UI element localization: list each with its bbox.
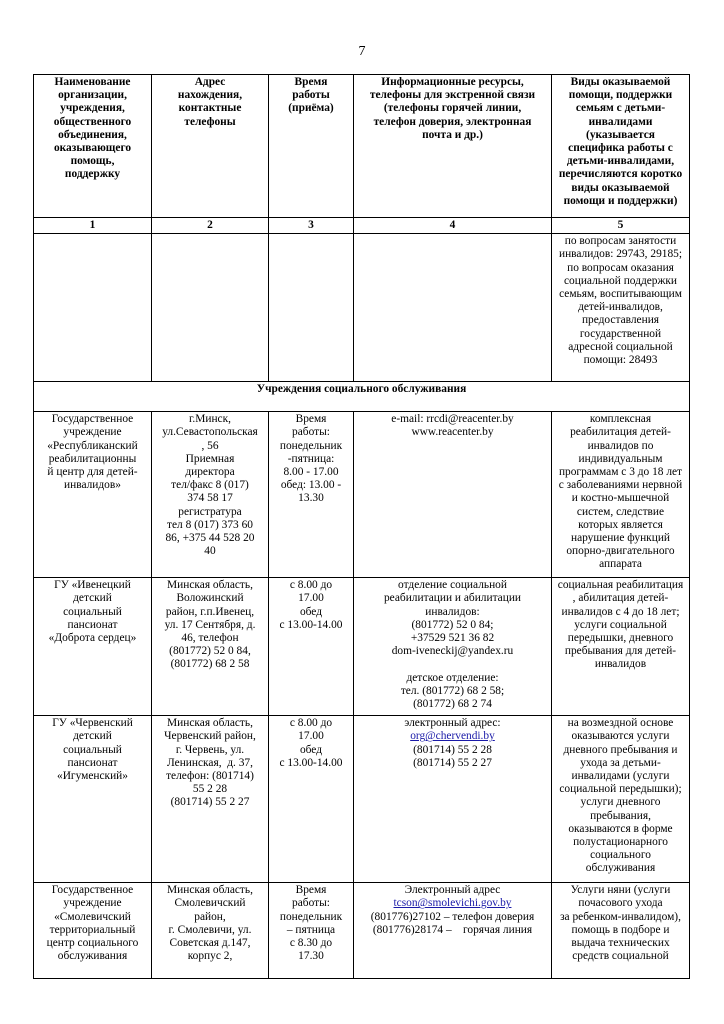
text-line: корпус 2,	[187, 950, 233, 963]
text-line: детский	[73, 592, 112, 605]
text-line: учреждение	[63, 897, 122, 910]
text-line: социальная реабилитация	[557, 579, 684, 592]
text-line: г. Смолевичи, ул.	[168, 923, 252, 936]
text-line: 13.30	[298, 492, 324, 505]
text-line: комплексная	[589, 413, 652, 426]
text-line: (801714) 55 2 27	[170, 796, 250, 809]
text-line: центр социального	[46, 937, 139, 950]
contacts-cell	[354, 883, 552, 979]
text-line: инвалидов	[594, 658, 647, 671]
text-line: выдача технических	[571, 937, 670, 950]
hours-cell	[269, 716, 354, 883]
text-line: Информационные ресурсы,	[381, 76, 524, 88]
email-link[interactable]: tcson@smolevichi.gov.by	[393, 897, 512, 910]
text-line: помощи: 28493	[583, 354, 658, 367]
text-line: социального	[590, 849, 651, 862]
text-line: помощь в подборе и	[571, 923, 670, 936]
text-line: ГУ «Ивенецкий	[54, 579, 131, 592]
org-name-cell	[34, 412, 152, 578]
services-cell	[552, 883, 690, 979]
text-line: инвалидов: 29743, 29185;	[558, 248, 683, 261]
text-line: , 56	[201, 439, 219, 452]
text-line: которых является	[578, 518, 663, 531]
header-row	[34, 75, 690, 218]
text-line: телефоны для экстренной связи	[369, 89, 536, 102]
text-line: понедельник	[279, 910, 343, 923]
header-cell	[552, 75, 690, 218]
text-line: с 8.00 до	[289, 717, 333, 730]
org-name-cell	[34, 578, 152, 716]
address-cell	[152, 578, 269, 716]
text-line: обслуживания	[57, 950, 128, 963]
text-line: Время	[295, 884, 327, 897]
text-line: e-mail: rrcdi@reacenter.by	[391, 413, 514, 426]
text-line: 17.00	[298, 592, 324, 605]
text-line: опорно-двигательного	[566, 545, 675, 558]
text-line: инвалидами (услуги	[571, 770, 670, 783]
text-line: полустационарного	[573, 836, 668, 849]
text-line: оказывающего	[53, 142, 132, 155]
text-line: (801772) 68 2 58	[170, 658, 250, 671]
text-line: предоставления	[581, 314, 660, 327]
text-line: 374 58 17	[187, 492, 233, 505]
services-cell	[552, 234, 690, 382]
header-cell	[34, 75, 152, 218]
text-line: почта и др.)	[422, 128, 483, 141]
text-line: инвалидов:	[425, 605, 480, 618]
contacts-cell	[354, 716, 552, 883]
text-line: Ленинская, д. 37,	[167, 756, 253, 769]
column-number: 4	[354, 218, 552, 234]
text-line: 40	[204, 545, 216, 558]
text-line: услуги социальной	[574, 618, 667, 631]
text-line: 55 2 28	[192, 783, 228, 796]
text-line: (801776)28174 – горячая линия	[372, 923, 533, 936]
text-line: (указывается	[586, 128, 655, 141]
empty-cell	[269, 234, 354, 382]
column-number: 3	[269, 218, 354, 234]
text-line: Государственное	[51, 884, 134, 897]
text-line: помощь,	[70, 155, 115, 168]
text-line: инвалидами	[588, 115, 653, 128]
text-line: социальный	[63, 605, 122, 618]
text-line: «Доброта сердец»	[48, 632, 137, 645]
contacts-cell	[354, 578, 552, 716]
text-line: Услуги няни (услуги	[570, 884, 671, 897]
hours-cell	[269, 412, 354, 578]
text-line: нахождения,	[177, 89, 243, 102]
text-line: по вопросам оказания	[567, 261, 674, 274]
text-line: с 13.00-14.00	[279, 618, 343, 631]
text-line: аппарата	[599, 558, 642, 571]
text-line: ГУ «Червенский	[52, 717, 133, 730]
services-cell	[552, 412, 690, 578]
text-line: нарушение функций	[570, 532, 671, 545]
text-line: и костно-мышечной	[571, 492, 670, 505]
text-line: почасового ухода	[578, 897, 663, 910]
text-line: специфика работы с	[568, 142, 673, 155]
header-cell	[152, 75, 269, 218]
text-line: детьми-инвалидами,	[566, 155, 675, 168]
org-name-cell	[34, 883, 152, 979]
text-line: г.Минск,	[189, 413, 231, 426]
text-line: семьям, воспитывающим	[559, 288, 682, 301]
text-line: Виды оказываемой	[570, 76, 671, 88]
text-line: социальной передышки);	[559, 783, 682, 796]
text-line: ул. 17 Сентября, д.	[164, 618, 256, 631]
text-line: перечисляются коротко	[558, 168, 683, 181]
text-line: инвалидов»	[64, 479, 121, 492]
page-number: 7	[358, 44, 366, 59]
text-line: пребывания,	[590, 809, 651, 822]
text-line: район, г.п.Ивенец,	[165, 605, 255, 618]
org-name-cell	[34, 716, 152, 883]
text-line: территориальный	[49, 923, 136, 936]
text-line: понедельник	[279, 439, 343, 452]
empty-cell	[34, 234, 152, 382]
text-line: передышки, дневного	[567, 632, 674, 645]
organizations-table	[33, 74, 690, 979]
email-link[interactable]: org@chervendi.by	[410, 730, 495, 743]
text-line: 17.30	[298, 950, 324, 963]
text-line: Минская область,	[167, 579, 253, 592]
text-line: государственной	[579, 327, 662, 340]
text-line: поддержку	[64, 168, 121, 181]
text-line: Время	[294, 76, 328, 88]
email-label: Электронный адрес	[404, 884, 501, 897]
phone-lines	[356, 744, 549, 770]
text-line: детей-инвалидов,	[578, 301, 663, 314]
text-line: Адрес	[194, 76, 226, 88]
column-number: 1	[34, 218, 152, 234]
text-line: -пятница:	[287, 452, 335, 465]
text-line: «Игуменский»	[57, 770, 128, 783]
text-line: тел. (801772) 68 2 58;	[400, 684, 505, 697]
text-line: Наименование	[54, 76, 131, 88]
text-line: , абилитация детей-	[572, 592, 669, 605]
text-line: по вопросам занятости	[564, 235, 677, 248]
text-line: помощи и поддержки)	[563, 194, 678, 207]
text-line: Время	[295, 413, 327, 426]
text-line: пансионат	[67, 618, 118, 631]
text-line: 86, +375 44 528 20	[165, 532, 255, 545]
text-line: систем, следствие	[576, 505, 665, 518]
email-label: электронный адрес:	[404, 717, 501, 730]
text-line	[356, 658, 549, 671]
text-line: ул.Севастопольская	[162, 426, 258, 439]
services-cell	[552, 716, 690, 883]
text-line: телефоны	[184, 115, 236, 128]
text-line: работы:	[292, 426, 330, 439]
text-line: регистратура	[178, 505, 242, 518]
text-line: объединения,	[58, 128, 127, 141]
text-line: (телефоны горячей линии,	[383, 102, 522, 115]
section-title: Учреждения социального обслуживания	[34, 382, 690, 412]
text-line: оказываются услуги	[571, 730, 670, 743]
hours-cell	[269, 578, 354, 716]
text-line: инвалидов с 4 до 18 лет;	[561, 605, 680, 618]
text-line: работы	[292, 89, 330, 102]
text-line: услуги дневного	[580, 796, 661, 809]
text-line: учреждения,	[60, 102, 125, 115]
text-line: район,	[194, 910, 226, 923]
header-cell	[269, 75, 354, 218]
text-line: Смолевичский	[174, 897, 246, 910]
text-line: (801772) 68 2 74	[413, 698, 492, 711]
column-number: 2	[152, 218, 269, 234]
text-line: работы:	[292, 897, 330, 910]
text-line: www.reacenter.by	[411, 426, 494, 439]
text-line: средств социальной	[572, 950, 669, 963]
text-line: обед: 13.00 -	[280, 479, 342, 492]
empty-cell	[152, 234, 269, 382]
section-row	[34, 382, 690, 412]
text-line: ухода за детьми-	[580, 756, 661, 769]
text-line: Минская область,	[167, 717, 253, 730]
text-line: «Республиканский	[47, 439, 138, 452]
text-line: dom-iveneckij@yandex.ru	[391, 645, 514, 658]
text-line: телефон доверия, электронная	[373, 115, 532, 128]
text-line: реабилитационны	[48, 452, 137, 465]
text-line: обслуживания	[585, 862, 656, 875]
text-line: контактные	[178, 102, 242, 115]
text-line: с 13.00-14.00	[279, 756, 343, 769]
text-line: программам с 3 до 18 лет	[558, 466, 683, 479]
text-line: телефон: (801714)	[166, 770, 254, 783]
address-cell	[152, 883, 269, 979]
text-line: социальный	[63, 743, 122, 756]
text-line: общественного	[53, 115, 132, 128]
text-line: 17.00	[298, 730, 324, 743]
text-line: пребывания для детей-	[564, 645, 677, 658]
text-line: 8.00 - 17.00	[283, 466, 339, 479]
text-line: (801714) 55 2 28	[413, 743, 492, 756]
text-line: реабилитация детей-	[570, 426, 671, 439]
text-line: учреждение	[63, 426, 122, 439]
column-number-row	[34, 218, 690, 234]
text-line: (801772) 52 0 84;	[411, 618, 494, 631]
text-line: индивидуальным	[578, 452, 663, 465]
text-line: (801776)27102 – телефон доверия	[370, 910, 535, 923]
table-row	[34, 716, 690, 883]
table-row	[34, 578, 690, 716]
text-line: директора	[185, 466, 235, 479]
text-line: тел 8 (017) 373 60	[167, 518, 253, 531]
text-line: Червенский район,	[164, 730, 256, 743]
text-line: оказываются в форме	[568, 822, 673, 835]
text-line: отделение социальной	[398, 579, 507, 592]
text-line: «Смолевичский	[54, 910, 131, 923]
text-line: тел/факс 8 (017)	[171, 479, 249, 492]
text-line: за ребенком-инвалидом),	[560, 910, 681, 923]
column-number: 5	[552, 218, 690, 234]
text-line: на возмездной основе	[567, 717, 674, 730]
text-line: (приёма)	[288, 102, 334, 115]
text-line: Государственное	[51, 413, 134, 426]
text-line: виды оказываемой	[571, 181, 670, 194]
text-line: обед	[299, 605, 323, 618]
contacts-cell	[354, 412, 552, 578]
address-cell	[152, 412, 269, 578]
text-line: семьям с детьми-	[575, 102, 666, 115]
text-line: г. Червень, ул.	[175, 743, 245, 756]
text-line: с 8.30 до	[289, 937, 333, 950]
text-line: Минская область,	[167, 884, 253, 897]
empty-cell	[354, 234, 552, 382]
table-row	[34, 883, 690, 979]
text-line: 46, телефон	[181, 632, 239, 645]
text-line: инвалидов по	[587, 439, 654, 452]
text-line: помощи, поддержки	[568, 89, 673, 102]
text-line: реабилитации и абилитации	[383, 592, 522, 605]
text-line: – пятница	[286, 923, 336, 936]
hours-cell	[269, 883, 354, 979]
text-line: (801772) 52 0 84,	[169, 645, 251, 658]
text-line: с 8.00 до	[289, 579, 333, 592]
text-line: й центр для детей-	[47, 466, 138, 479]
text-line: адресной социальной	[568, 340, 673, 353]
text-line: пансионат	[67, 756, 118, 769]
text-line: детское отделение:	[406, 671, 499, 684]
text-line: социальной поддержки	[563, 274, 678, 287]
text-line: организации,	[58, 89, 127, 102]
services-cell	[552, 578, 690, 716]
text-line: дневного пребывания и	[563, 743, 678, 756]
text-line: детский	[73, 730, 112, 743]
header-cell	[354, 75, 552, 218]
address-cell	[152, 716, 269, 883]
table-row	[34, 412, 690, 578]
text-line: (801714) 55 2 27	[413, 756, 492, 769]
phone-lines	[356, 911, 549, 937]
continuation-row	[34, 234, 690, 382]
text-line: +37529 521 36 82	[410, 632, 495, 645]
text-line: Приемная	[185, 452, 235, 465]
text-line: Советская д.147,	[169, 937, 251, 950]
text-line: обед	[299, 743, 323, 756]
text-line: с заболеваниями нервной	[558, 479, 683, 492]
text-line: Воложинский	[176, 592, 244, 605]
